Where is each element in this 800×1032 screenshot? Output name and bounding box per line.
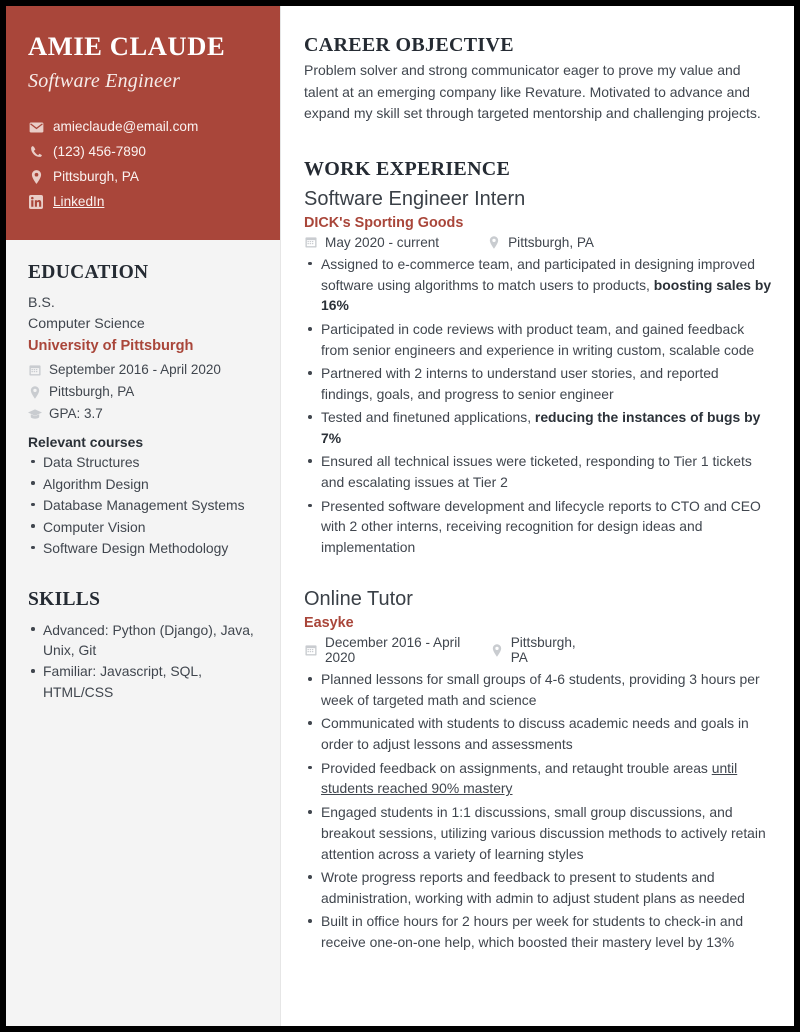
bullet-highlight: boosting sales by 16% (321, 276, 772, 314)
job-company: Easyke (304, 615, 354, 632)
resume-page (6, 6, 794, 1026)
bullet-underline: until students reached 90% mastery (321, 759, 738, 797)
education-gpa-row (28, 404, 258, 424)
phone-icon (28, 145, 44, 159)
job-location-row (487, 235, 772, 250)
job-title: Online Tutor (304, 588, 413, 611)
relevant-courses-heading: Relevant courses (28, 434, 144, 451)
list-item: Communicated with students to discuss academic needs and goals in order to adjust lessons and assessments (304, 713, 772, 755)
job-bullets (304, 669, 772, 953)
skills-heading: SKILLS (28, 588, 101, 610)
job-entry (304, 186, 772, 559)
contact-linkedin-text[interactable]: LinkedIn (53, 193, 105, 209)
calendar-icon (304, 643, 318, 657)
list-item: Planned lessons for small groups of 4-6 students, providing 3 hours per week of targeted math and science (304, 669, 772, 711)
calendar-icon (304, 235, 318, 249)
education-gpa: GPA: 3.7 (49, 406, 103, 422)
contact-phone[interactable] (28, 143, 258, 161)
education-dates-row (28, 360, 258, 380)
map-pin-icon (28, 170, 44, 184)
list-item: Ensured all technical issues were ticketed, responding to Tier 1 tickets and escalating issues at Tier 2 (304, 451, 772, 493)
envelope-icon (28, 120, 44, 134)
bullet-highlight: reducing the instances of bugs by 7% (321, 409, 761, 447)
list-item: Tested and finetuned applications, reducing the instances of bugs by 7% (304, 407, 772, 449)
job-dates: December 2016 - April 2020 (325, 635, 461, 666)
education-major: Computer Science (28, 315, 145, 332)
list-item: Participated in code reviews with product team, and gained feedback from senior engineers and experience in writing custom, scalable code (304, 319, 772, 361)
career-objective-heading: CAREER OBJECTIVE (304, 34, 514, 56)
contact-location-text: Pittsburgh, PA (53, 168, 139, 184)
candidate-name: AMIE CLAUDE (28, 31, 226, 61)
map-pin-icon (28, 385, 42, 399)
job-entry (304, 586, 772, 953)
contact-list (28, 118, 258, 211)
list-item: Engaged students in 1:1 discussions, small group discussions, and breakout sessions, utilizing various discussion methods to actively retain attention across a variety of learning styles (304, 802, 772, 865)
relevant-courses-list (28, 452, 258, 558)
job-bullets (304, 254, 772, 559)
map-pin-icon (490, 643, 504, 657)
list-item: Advanced: Python (Django), Java, Unix, Git (28, 620, 258, 661)
list-item: Wrote progress reports and feedback to present to students and administration, working with admin to adjust student plans as needed (304, 867, 772, 909)
skills-list (28, 620, 258, 703)
job-location-row (490, 635, 772, 665)
map-pin-icon (487, 235, 501, 249)
name-header-block (6, 6, 280, 240)
job-dates-row (304, 635, 490, 665)
contact-email-text: amieclaude@email.com (53, 119, 199, 135)
education-location: Pittsburgh, PA (49, 383, 135, 399)
list-item: Presented software development and lifecycle reports to CTO and CEO with 2 other interns, receiving recognition for design ideas and implementation (304, 496, 772, 559)
list-item: Computer Vision (28, 517, 258, 537)
career-objective-text: Problem solver and strong communicator eager to prove my value and talent at an emerging company like Revature. Motivated to advance and expand my skill set through targeted mentorship and challenging projects. (304, 62, 761, 122)
contact-linkedin[interactable] (28, 193, 258, 211)
contact-phone-text: (123) 456-7890 (53, 143, 146, 159)
education-location-row (28, 382, 258, 402)
list-item: Algorithm Design (28, 474, 258, 494)
list-item: Data Structures (28, 452, 258, 472)
list-item: Built in office hours for 2 hours per week for students to check-in and receive one-on-one help, which boosted their mastery level by 13% (304, 911, 772, 953)
job-dates: May 2020 - current (325, 234, 440, 250)
list-item: Assigned to e-commerce team, and participated in designing improved software using algorithms to match users to products, boosting sales by 16% (304, 254, 772, 317)
education-school: University of Pittsburgh (28, 337, 194, 354)
list-item: Familiar: Javascript, SQL, HTML/CSS (28, 661, 258, 702)
linkedin-icon (28, 195, 44, 209)
job-company: DICK's Sporting Goods (304, 214, 464, 231)
work-experience-heading: WORK EXPERIENCE (304, 157, 511, 180)
sidebar-body (6, 240, 280, 703)
calendar-icon (28, 363, 42, 377)
job-location: Pittsburgh, PA (508, 234, 594, 250)
contact-location (28, 168, 258, 186)
list-item: Software Design Methodology (28, 538, 258, 558)
job-meta (304, 235, 772, 250)
skills-section (28, 589, 258, 703)
sidebar (6, 6, 280, 1026)
work-experience-section (304, 158, 772, 953)
contact-email[interactable] (28, 118, 258, 136)
list-item: Provided feedback on assignments, and retaught trouble areas until students reached 90% mastery (304, 758, 772, 800)
job-dates-row (304, 235, 439, 250)
education-heading: EDUCATION (28, 262, 149, 283)
education-dates: September 2016 - April 2020 (49, 361, 221, 377)
education-section (28, 262, 258, 559)
candidate-job-title: Software Engineer (28, 70, 181, 93)
job-title: Software Engineer Intern (304, 187, 526, 210)
job-location: Pittsburgh, PA (510, 635, 576, 666)
list-item: Partnered with 2 interns to understand user stories, and reported findings, goals, and progress to senior engineer (304, 363, 772, 405)
graduation-cap-icon (28, 407, 42, 421)
education-degree: B.S. (28, 295, 55, 311)
career-objective-section (304, 34, 772, 125)
main-content (281, 6, 794, 1026)
list-item: Database Management Systems (28, 495, 258, 515)
job-meta (304, 635, 772, 665)
